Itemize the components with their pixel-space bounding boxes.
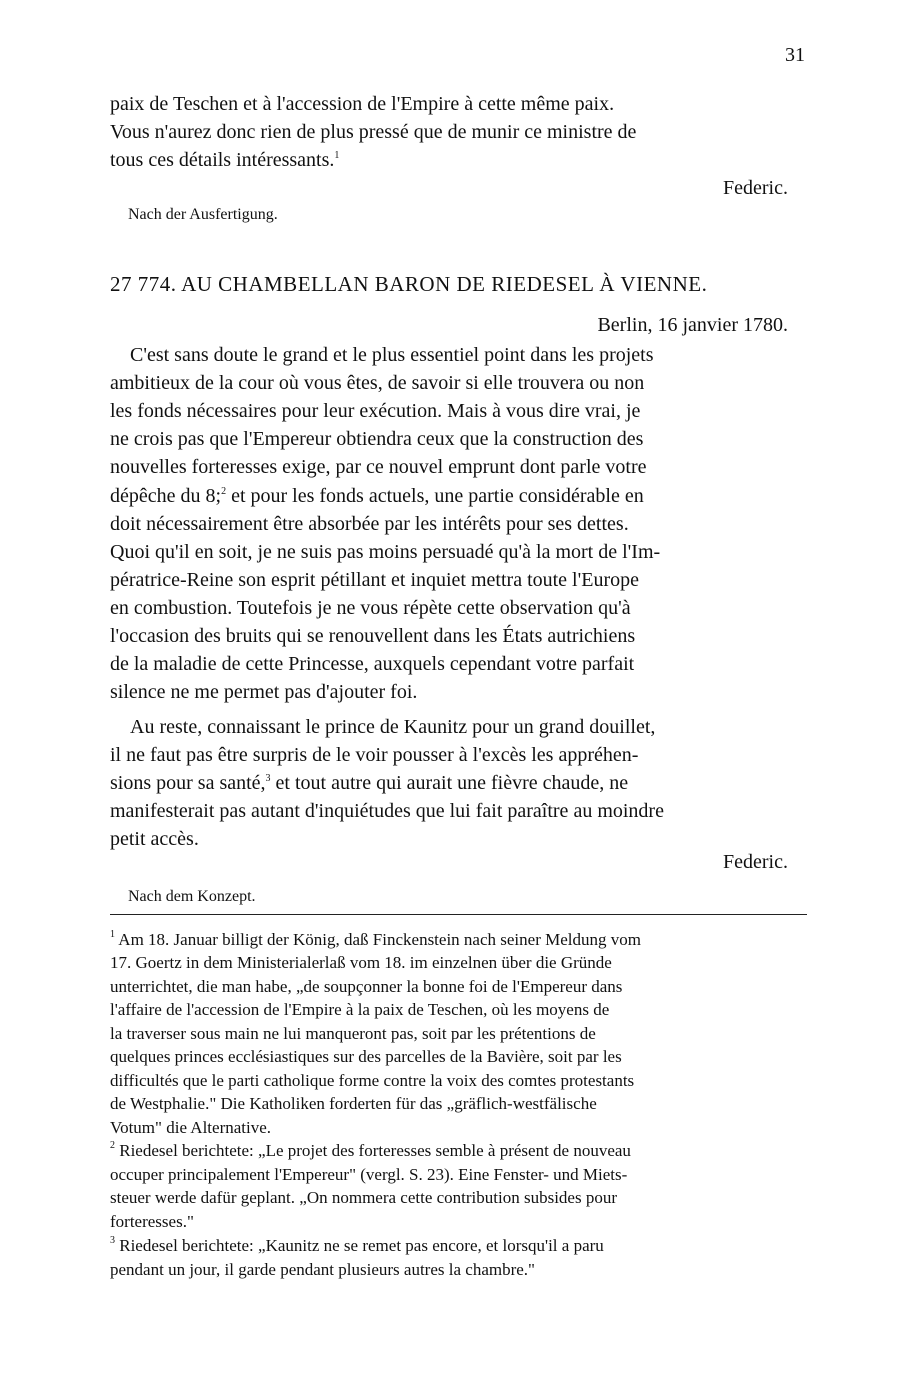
- paragraph-line: Quoi qu'il en soit, je ne suis pas moins persuadé qu'à la mort de l'Im-: [110, 541, 661, 563]
- paragraph-line: pératrice-Reine son esprit pétillant et inquiet mettra toute l'Europe: [110, 569, 639, 591]
- footnote-line: occuper principalement l'Empereur" (vergl. S. 23). Eine Fenster- und Miets-: [110, 1165, 628, 1184]
- prev-letter-signature: Federic.: [723, 177, 788, 199]
- paragraph-line: en combustion. Toutefois je ne vous répète cette observation qu'à: [110, 597, 631, 619]
- paragraph-line: il ne faut pas être surpris de le voir pousser à l'excès les appréhen-: [110, 744, 639, 766]
- prev-letter-line: Vous n'aurez donc rien de plus pressé que de munir ce ministre de: [110, 121, 637, 143]
- paragraph-line: C'est sans doute le grand et le plus essentiel point dans les projets: [130, 344, 654, 366]
- footnote-line: [110, 928, 641, 952]
- footnote-text: Riedesel berichtete: „Kaunitz ne se remet pas encore, et lorsqu'il a paru: [115, 1236, 604, 1255]
- footnote-line: [110, 1139, 631, 1163]
- paragraph-line: [110, 769, 628, 797]
- footnote-line: difficultés que le parti catholique forme contre la voix des comtes protestants: [110, 1071, 635, 1090]
- letter-source: Nach dem Konzept.: [128, 888, 256, 905]
- footnote-line: unterrichtet, die man habe, „de soupçonner la bonne foi de l'Empereur dans: [110, 977, 623, 996]
- letter-heading: 27 774. AU CHAMBELLAN BARON DE RIEDESEL À VIENNE.: [110, 272, 708, 296]
- footnote-ref-3: 3: [265, 773, 271, 784]
- paragraph-line: ambitieux de la cour où vous êtes, de savoir si elle trouvera ou non: [110, 372, 645, 394]
- footnote-line: [110, 1234, 604, 1258]
- footnote-line: Votum" die Alternative.: [110, 1118, 272, 1137]
- footnote-line: 17. Goertz in dem Ministerialerlaß vom 18. im einzelnen über die Gründe: [110, 953, 612, 972]
- line-text: sions pour sa santé,: [110, 772, 266, 794]
- footnote-line: pendant un jour, il garde pendant plusieurs autres la chambre.": [110, 1260, 535, 1279]
- paragraph-line: silence ne me permet pas d'ajouter foi.: [110, 681, 418, 703]
- letter-place-date: Berlin, 16 janvier 1780.: [597, 314, 788, 336]
- paragraph-line: [110, 482, 644, 510]
- prev-letter-line: [110, 146, 339, 174]
- line-text: et pour les fonds actuels, une partie considérable en: [226, 485, 644, 507]
- page-number: 31: [785, 44, 805, 66]
- footnote-rule: [110, 914, 807, 915]
- footnote-marker: 3: [110, 1235, 115, 1246]
- paragraph-line: l'occasion des bruits qui se renouvellent dans les États autrichiens: [110, 625, 636, 647]
- paragraph-line: nouvelles forteresses exige, par ce nouvel emprunt dont parle votre: [110, 456, 647, 478]
- footnote-line: steuer werde dafür geplant. „On nommera cette contribution subsides pour: [110, 1188, 618, 1207]
- footnote-marker: 2: [110, 1140, 115, 1151]
- footnote-line: l'affaire de l'accession de l'Empire à la paix de Teschen, où les moyens de: [110, 1000, 610, 1019]
- prev-letter-line: paix de Teschen et à l'accession de l'Empire à cette même paix.: [110, 93, 615, 115]
- footnote-marker: 1: [110, 929, 115, 940]
- letter-signature: Federic.: [723, 851, 788, 873]
- paragraph-line: manifesterait pas autant d'inquiétudes que lui fait paraître au moindre: [110, 800, 664, 822]
- line-text: et tout autre qui aurait une fièvre chaude, ne: [270, 772, 629, 794]
- prev-letter-text: tous ces détails intéressants.: [110, 149, 335, 171]
- footnote-text: Am 18. Januar billigt der König, daß Finckenstein nach seiner Meldung vom: [115, 930, 641, 949]
- footnote-line: forteresses.": [110, 1212, 194, 1231]
- paragraph-line: Au reste, connaissant le prince de Kaunitz pour un grand douillet,: [130, 716, 656, 738]
- footnote-text: Riedesel berichtete: „Le projet des forteresses semble à présent de nouveau: [115, 1141, 631, 1160]
- footnote-line: de Westphalie." Die Katholiken forderten für das „gräflich-westfälische: [110, 1094, 597, 1113]
- line-text: dépêche du 8;: [110, 485, 222, 507]
- footnote-line: la traverser sous main ne lui manqueront pas, soit par les prétentions de: [110, 1024, 596, 1043]
- paragraph-line: doit nécessairement être absorbée par les intérêts pour ses dettes.: [110, 513, 629, 535]
- paragraph-line: de la maladie de cette Princesse, auxquels cependant votre parfait: [110, 653, 635, 675]
- paragraph-line: ne crois pas que l'Empereur obtiendra ceux que la construction des: [110, 428, 644, 450]
- paragraph-line: petit accès.: [110, 828, 199, 850]
- prev-letter-source: Nach der Ausfertigung.: [128, 206, 278, 223]
- paragraph-line: les fonds nécessaires pour leur exécution. Mais à vous dire vrai, je: [110, 400, 641, 422]
- footnote-line: quelques princes ecclésiastiques sur des parcelles de la Bavière, soit par les: [110, 1047, 622, 1066]
- footnote-ref-2: 2: [221, 486, 227, 497]
- footnote-ref-1: 1: [334, 150, 340, 161]
